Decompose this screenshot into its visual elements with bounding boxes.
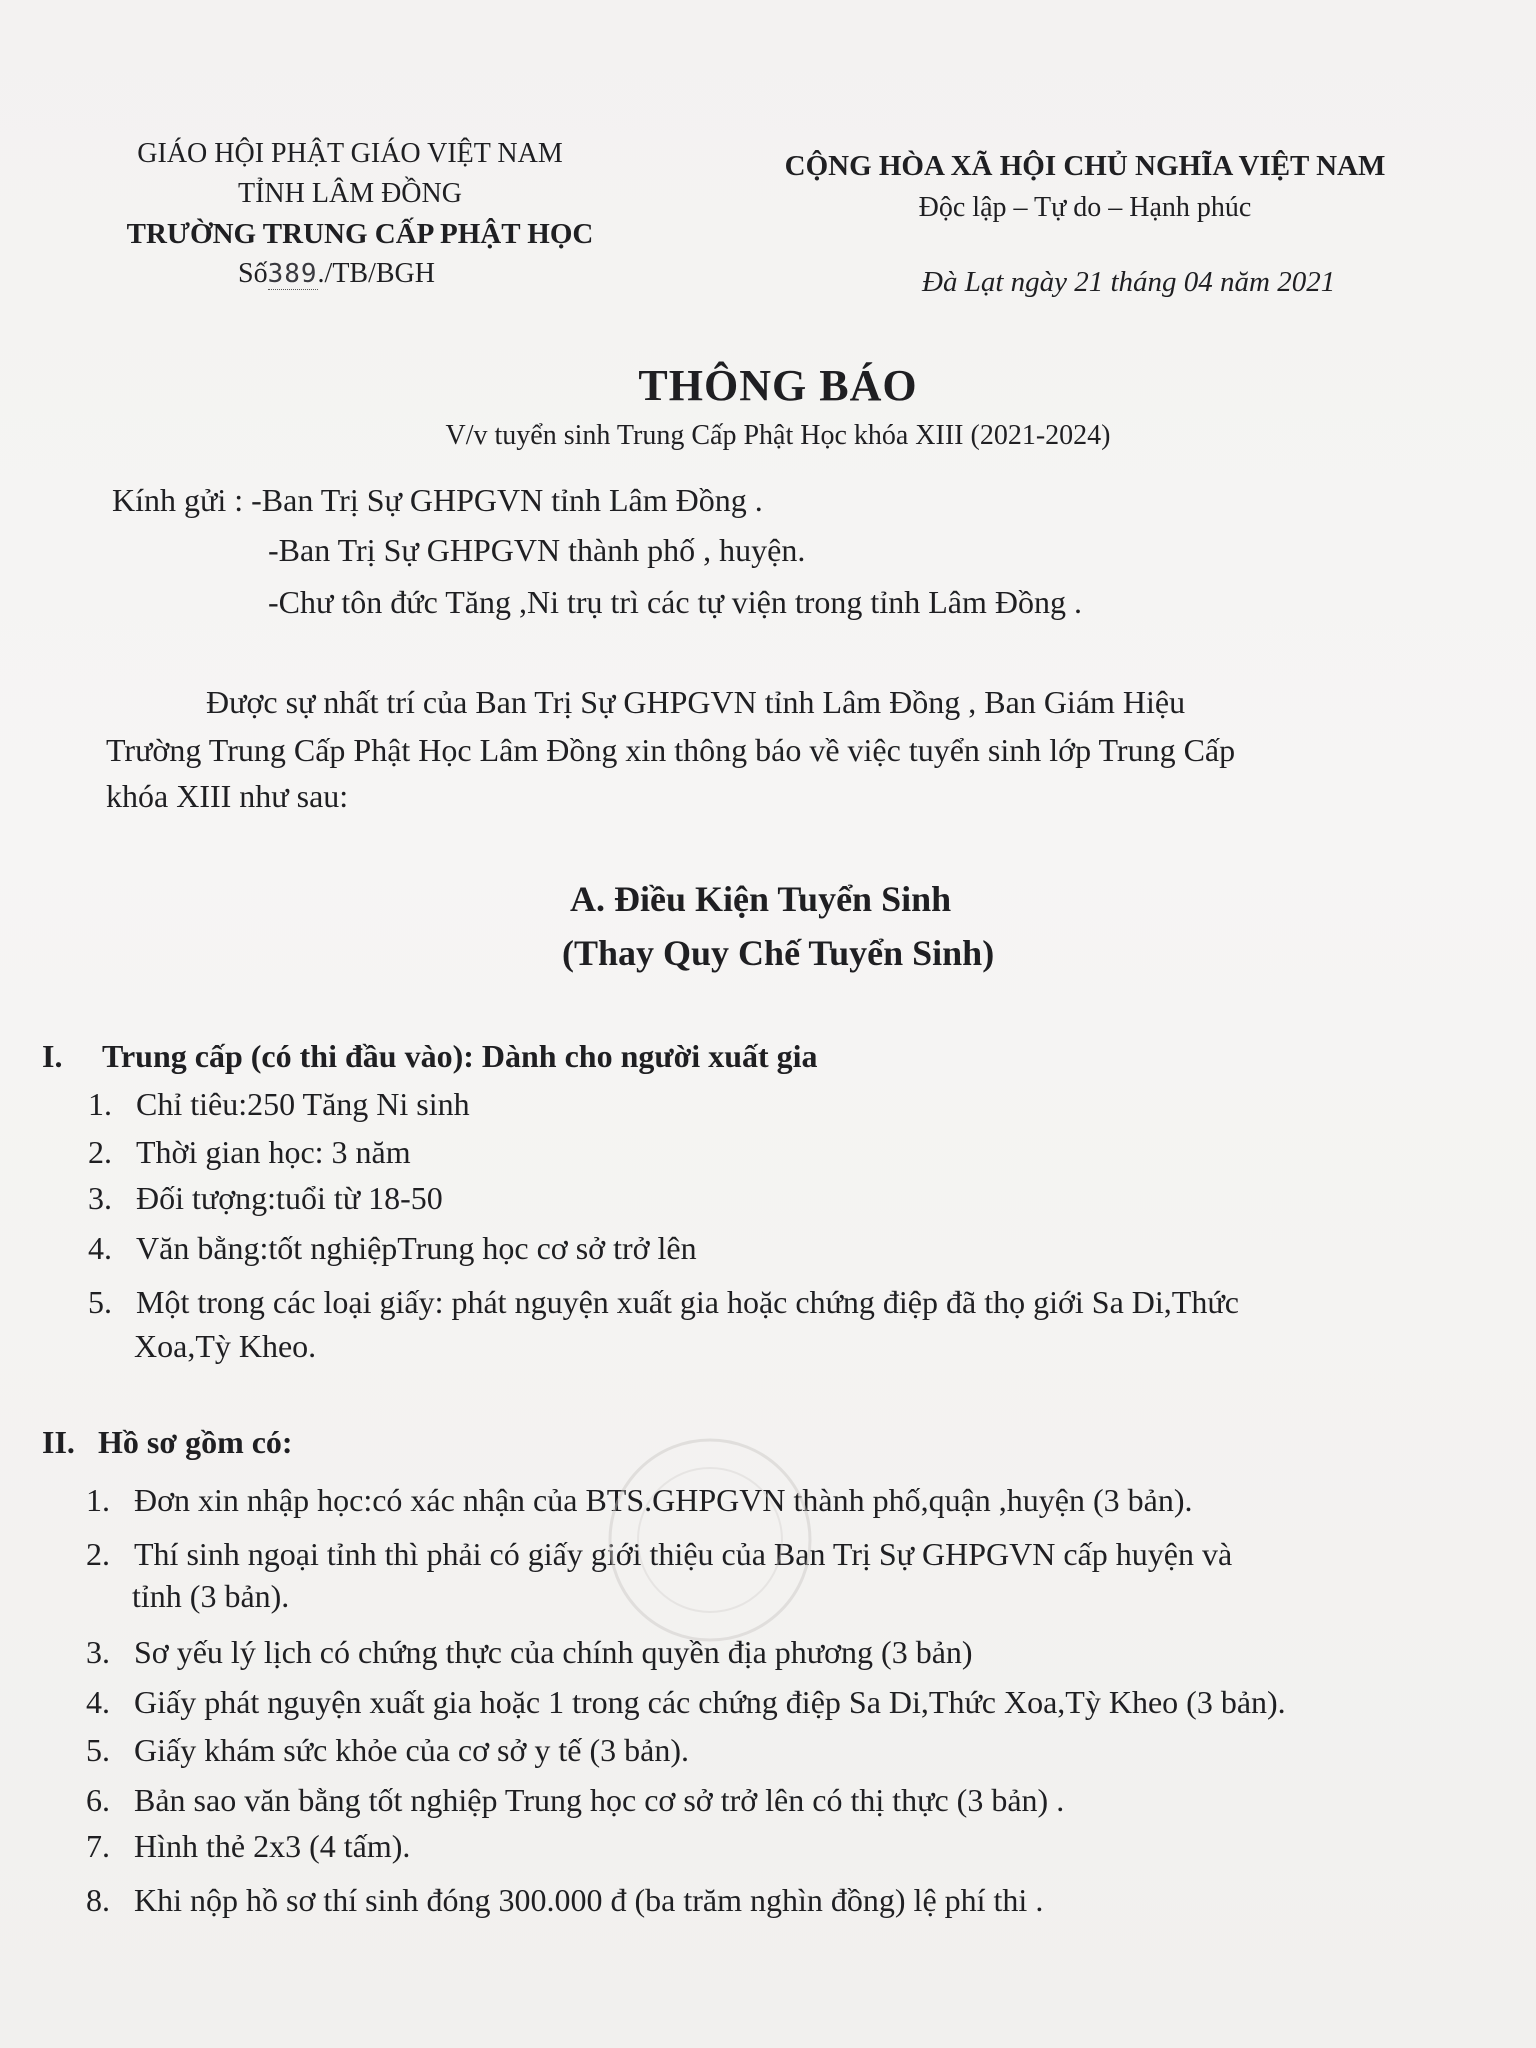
list-item: [88, 1284, 1239, 1321]
list-number: 5.: [86, 1732, 110, 1768]
list-item: [86, 1684, 1286, 1721]
list-text: Sơ yếu lý lịch có chứng thực của chính quyền địa phương (3 bản): [134, 1634, 973, 1670]
list-text: Đối tượng:tuổi từ 18-50: [136, 1180, 443, 1216]
country-name: CỘNG HÒA XÃ HỘI CHỦ NGHĨA VIỆT NAM: [784, 150, 1386, 182]
list-item: [88, 1230, 697, 1267]
list-number: 5.: [88, 1284, 112, 1320]
document-number: [238, 258, 435, 290]
list-text: Hình thẻ 2x3 (4 tấm).: [134, 1828, 411, 1864]
recipient-item: -Chư tôn đức Tăng ,Ni trụ trì các tự viện trong tỉnh Lâm Đồng .: [268, 584, 1082, 620]
list-number: 4.: [88, 1230, 112, 1266]
list-text: Giấy phát nguyện xuất gia hoặc 1 trong các chứng điệp Sa Di,Thức Xoa,Tỳ Kheo (3 bản).: [134, 1684, 1286, 1720]
number-prefix: Số: [238, 258, 268, 289]
list-item: [88, 1086, 470, 1123]
list-item: [88, 1134, 411, 1171]
list-text: Khi nộp hồ sơ thí sinh đóng 300.000 đ (ba trăm nghìn đồng) lệ phí thi .: [134, 1882, 1044, 1918]
recipients-lead-line: [112, 482, 763, 519]
list-text: Thời gian học: 3 năm: [136, 1134, 411, 1170]
list-number: 1.: [88, 1086, 112, 1122]
faint-seal-mark: [590, 1420, 830, 1660]
list-number: 6.: [86, 1782, 110, 1818]
list-number: 3.: [88, 1180, 112, 1216]
list-item: [86, 1732, 689, 1769]
intro-line: khóa XIII như sau:: [106, 778, 349, 814]
list-number: 1.: [86, 1482, 110, 1518]
org-line-3: TRƯỜNG TRUNG CẤP PHẬT HỌC: [126, 218, 594, 250]
list-number: 3.: [86, 1634, 110, 1670]
list-number: 2.: [88, 1134, 112, 1170]
part-1-numeral: I.: [42, 1038, 63, 1074]
org-line-2: TỈNH LÂM ĐỒNG: [238, 178, 462, 209]
part-2-numeral: II.: [42, 1424, 75, 1460]
list-text: Một trong các loại giấy: phát nguyện xuất gia hoặc chứng điệp đã thọ giới Sa Di,Thức: [136, 1284, 1239, 1320]
list-text: Văn bằng:tốt nghiệpTrung học cơ sở trở lên: [136, 1230, 697, 1266]
section-a-title: A. Điều Kiện Tuyển Sinh: [570, 879, 952, 919]
recipient-item: -Ban Trị Sự GHPGVN thành phố , huyện.: [268, 532, 806, 568]
list-text: Giấy khám sức khỏe của cơ sở y tế (3 bản).: [134, 1732, 690, 1768]
list-text-continued: Xoa,Tỳ Kheo.: [134, 1328, 317, 1364]
org-line-1: GIÁO HỘI PHẬT GIÁO VIỆT NAM: [137, 138, 563, 169]
list-number: 2.: [86, 1536, 110, 1572]
list-text: Thí sinh ngoại tỉnh thì phải có giấy giới thiệu của Ban Trị Sự GHPGVN cấp huyện và: [134, 1536, 1233, 1572]
recipient-item: -Ban Trị Sự GHPGVN tỉnh Lâm Đồng .: [251, 482, 763, 518]
list-item: [86, 1634, 973, 1671]
recipients-lead: Kính gửi :: [112, 482, 252, 518]
list-number: 4.: [86, 1684, 110, 1720]
handwritten-number: 389: [267, 259, 318, 289]
place-date: Đà Lạt ngày 21 tháng 04 năm 2021: [922, 266, 1336, 298]
section-a-subtitle: (Thay Quy Chế Tuyển Sinh): [562, 933, 995, 973]
intro-line: Trường Trung Cấp Phật Học Lâm Đồng xin thông báo về việc tuyển sinh lớp Trung Cấp: [106, 732, 1236, 768]
list-item: [86, 1782, 1064, 1819]
list-number: 8.: [86, 1882, 110, 1918]
part-1-heading: [42, 1038, 818, 1075]
number-suffix: ./TB/BGH: [317, 258, 436, 289]
list-text: Đơn xin nhập học:có xác nhận của BTS.GHPGVN thành phố,quận ,huyện (3 bản).: [134, 1482, 1193, 1518]
list-text: Bản sao văn bằng tốt nghiệp Trung học cơ sở trở lên có thị thực (3 bản) .: [134, 1782, 1065, 1818]
document-title: THÔNG BÁO: [638, 361, 918, 410]
list-number: 7.: [86, 1828, 110, 1864]
document-subtitle: V/v tuyển sinh Trung Cấp Phật Học khóa XIII (2021-2024): [445, 420, 1111, 451]
intro-line: Được sự nhất trí của Ban Trị Sự GHPGVN tỉnh Lâm Đồng , Ban Giám Hiệu: [206, 684, 1186, 720]
list-item: [88, 1180, 443, 1217]
part-2-heading-text: Hồ sơ gồm có:: [98, 1424, 293, 1460]
list-text: Chỉ tiêu:250 Tăng Ni sinh: [136, 1086, 470, 1122]
part-2-heading: [42, 1424, 293, 1461]
list-text-continued: tỉnh (3 bản).: [132, 1578, 290, 1614]
list-item: [86, 1882, 1043, 1919]
part-1-heading-text: Trung cấp (có thi đầu vào): Dành cho người xuất gia: [102, 1038, 818, 1074]
motto: Độc lập – Tự do – Hạnh phúc: [918, 192, 1252, 223]
list-item: [86, 1828, 410, 1865]
